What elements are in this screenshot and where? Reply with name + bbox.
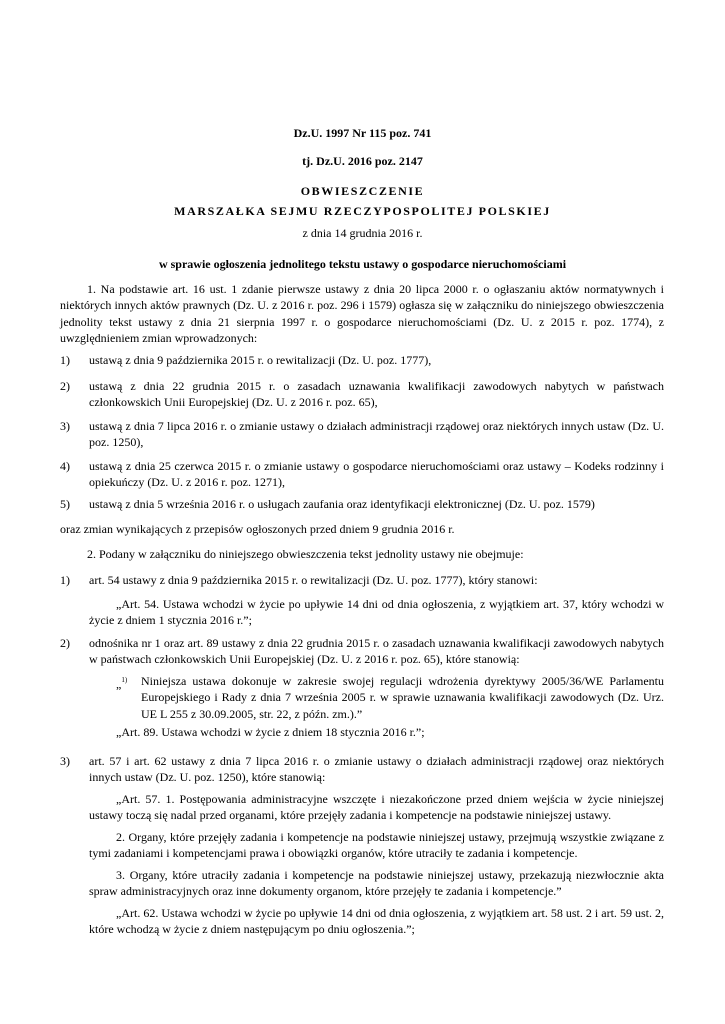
- closing-line: oraz zmian wynikających z przepisów ogłoszonych przed dniem 9 grudnia 2016 r.: [60, 522, 455, 536]
- list-item-number: 1): [60, 353, 70, 367]
- announcement-subject: w sprawie ogłoszenia jednolitego tekstu ustawy o gospodarce nieruchomościami: [158, 257, 567, 271]
- list-item: art. 54 ustawy z dnia 9 października 2015 r. o rewitalizacji (Dz. U. poz. 1777), który stanowi:: [89, 573, 538, 587]
- list-item-number: 2): [60, 379, 70, 393]
- paragraph-2: 2. Podany w załączniku do niniejszego obwieszczenia tekst jednolity ustawy nie obejmuje:: [87, 547, 524, 561]
- quoted-provision: 3. Organy, które utraciły zadania i kompetencje na podstawie niniejszej ustawy, przekazują niezwłocznie akta spraw administracyjnych oraz inne dokumenty organom, które przejęły te zadania i kompetencje.”: [89, 868, 664, 899]
- consolidated-text-reference: tj. Dz.U. 2016 poz. 2147: [302, 154, 423, 168]
- list-item: odnośnika nr 1 oraz art. 89 ustawy z dnia 22 grudnia 2015 r. o zasadach uznawania kwalifikacji zawodowych nabytych w państwach członkowskich Unii Europejskiej (Dz. U. z 2016 r. poz. 65), które stanowią:: [89, 636, 664, 667]
- issuer-title: MARSZAŁKA SEJMU RZECZYPOSPOLITEJ POLSKIEJ: [174, 204, 551, 218]
- announcement-title: OBWIESZCZENIE: [300, 184, 425, 198]
- list-item-number: 3): [60, 419, 70, 433]
- list-item-number: 4): [60, 459, 70, 473]
- quoted-provision: „Art. 54. Ustawa wchodzi w życie po upływie 14 dni od dnia ogłoszenia, z wyjątkiem art. 37, który wchodzi w życie z dniem 1 stycznia 2016 r.”;: [89, 597, 664, 628]
- list-item: ustawą z dnia 7 lipca 2016 r. o zmianie ustawy o działach administracji rządowej oraz niektórych innych ustaw (Dz. U. poz. 1250),: [89, 419, 664, 450]
- quoted-provision: „Art. 89. Ustawa wchodzi w życie z dniem 18 stycznia 2016 r.”;: [116, 725, 425, 739]
- list-item: ustawą z dnia 22 grudnia 2015 r. o zasadach uznawania kwalifikacji zawodowych nabytych w państwach członkowskich Unii Europejskiej (Dz. U. z 2016 r. poz. 65),: [89, 379, 664, 410]
- list-item: art. 57 i art. 62 ustawy z dnia 7 lipca 2016 r. o zmianie ustawy o działach administracji rządowej oraz niektórych innych ustaw (Dz. U. poz. 1250), które stanowią:: [89, 754, 664, 785]
- list-item-number: 5): [60, 497, 70, 511]
- list-item: ustawą z dnia 9 października 2015 r. o rewitalizacji (Dz. U. poz. 1777),: [89, 353, 432, 367]
- announcement-date: z dnia 14 grudnia 2016 r.: [302, 226, 423, 240]
- quoted-provision: 2. Organy, które przejęły zadania i kompetencje na podstawie niniejszej ustawy, przejmują wszystkie związane z tymi zadaniami i kompetencjami prawa i obowiązki organów, które utraciły te zadania i kompetencje.: [89, 830, 664, 861]
- list-item-number: 2): [60, 636, 70, 650]
- footnote-marker: „$^{1)}$: [116, 676, 128, 691]
- list-item-number: 1): [60, 573, 70, 587]
- list-item: ustawą z dnia 25 czerwca 2015 r. o zmianie ustawy o gospodarce nieruchomościami oraz ustawy – Kodeks rodzinny i opiekuńczy (Dz. U. z 2016 r. poz. 1271),: [89, 459, 664, 490]
- list-item-number: 3): [60, 754, 70, 768]
- quoted-provision: „Art. 57. 1. Postępowania administracyjne wszczęte i niezakończone przed dniem wejścia w życie niniejszej ustawy toczą się nadal przed organami, które przejęły zadania i kompetencje na podstawie niniejszej ustawy.: [89, 792, 664, 823]
- journal-reference: Dz.U. 1997 Nr 115 poz. 741: [293, 126, 432, 140]
- paragraph-1: 1. Na podstawie art. 16 ust. 1 zdanie pierwsze ustawy z dnia 20 lipca 2000 r. o ogłaszaniu aktów normatywnych i niektórych innych aktów prawnych (Dz. U. z 2016 r. poz. 296 i 1579) ogłasza się w załączniku do niniejszego obwieszczenia jednolity tekst ustawy z dnia 21 sierpnia 1997 r. o gospodarce nieruchomościami (Dz. U. z 2015 r. poz. 1774), z uwzględnieniem zmian wprowadzonych:: [60, 282, 664, 346]
- quoted-provision: „Art. 62. Ustawa wchodzi w życie po upływie 14 dni od dnia ogłoszenia, z wyjątkiem art. 58 ust. 2 i art. 59 ust. 2, które wchodzą w życie z dniem następującym po dniu ogłoszenia.”;: [89, 906, 664, 937]
- list-item: ustawą z dnia 5 września 2016 r. o usługach zaufania oraz identyfikacji elektronicznej (Dz. U. poz. 1579): [89, 497, 595, 511]
- quoted-footnote: Niniejsza ustawa dokonuje w zakresie swojej regulacji wdrożenia dyrektywy 2005/36/WE Parlamentu Europejskiego i Rady z dnia 7 września 2005 r. w sprawie uznawania kwalifikacji zawodowych (Dz. Urz. UE L 255 z 30.09.2005, str. 22, z późn. zm.).”: [141, 674, 664, 721]
